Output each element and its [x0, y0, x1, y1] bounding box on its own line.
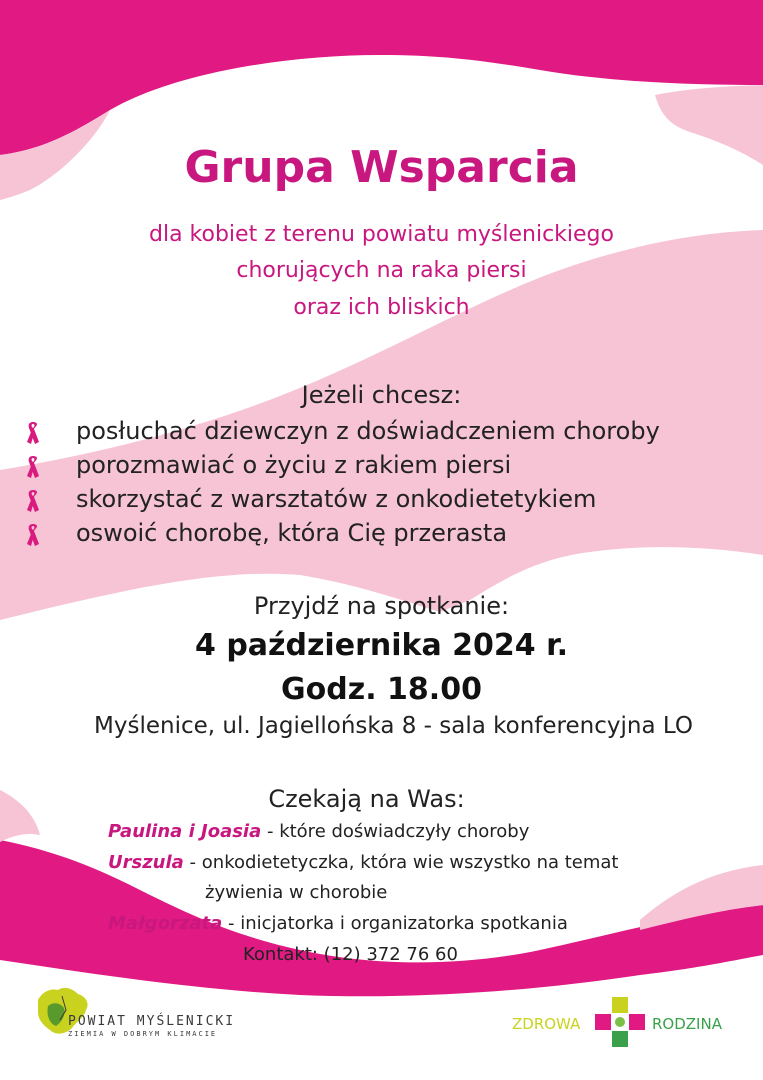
bullet-item	[20, 516, 660, 550]
cross-logo-icon	[595, 997, 645, 1052]
pink-ribbon-icon	[22, 522, 44, 548]
bullet-text: posłuchać dziewczyn z doświadczeniem choroby	[76, 417, 660, 445]
logo-word-zdrowa: ZDROWA	[512, 1015, 581, 1033]
logo-word-rodzina: RODZINA	[652, 1015, 722, 1033]
organizer-desc-continuation: żywienia w chorobie	[205, 882, 388, 903]
pink-ribbon-icon	[22, 420, 44, 446]
subtitle-line-1: dla kobiet z terenu powiatu myślenickiego	[149, 222, 614, 247]
bullet-text: skorzystać z warsztatów z onkodietetykiem	[76, 485, 597, 513]
organizer-desc: - inicjatorka i organizatorka spotkania	[222, 913, 568, 934]
pink-ribbon-icon	[22, 454, 44, 480]
organizer-line	[108, 852, 618, 873]
bullet-text: oswoić chorobę, która Cię przerasta	[76, 519, 508, 547]
organizer-desc: - które doświadczyły choroby	[261, 821, 530, 842]
organizer-name: Małgorzata	[108, 913, 223, 934]
top-wave	[0, 0, 763, 155]
organizer-name: Urszula	[108, 852, 184, 873]
subtitle-line-3: oraz ich bliskich	[293, 295, 470, 320]
bullet-list	[20, 414, 660, 550]
organizer-line	[108, 821, 529, 842]
organizer-name: Paulina i Joasia	[108, 821, 262, 842]
poster-title: Grupa Wsparcia	[184, 142, 579, 193]
powiat-logo-text: POWIAT MYŚLENICKI	[68, 1014, 236, 1029]
bullet-text: porozmawiać o życiu z rakiem piersi	[76, 451, 512, 479]
organizer-desc: - onkodietetyczka, która wie wszystko na temat	[183, 852, 619, 873]
bullet-item	[20, 414, 660, 448]
powiat-logo-tagline: ZIEMIA W DOBRYM KLIMACIE	[68, 1030, 218, 1038]
meeting-place: Myślenice, ul. Jagiellońska 8 - sala konferencyjna LO	[94, 713, 693, 739]
powiat-logo	[32, 980, 236, 1050]
organizers-heading: Czekają na Was:	[268, 785, 465, 813]
meeting-intro: Przyjdź na spotkanie:	[253, 592, 510, 620]
bullets-intro: Jeżeli chcesz:	[301, 381, 462, 409]
bullet-item	[20, 448, 660, 482]
zdrowa-rodzina-logo	[512, 997, 742, 1052]
bullet-item	[20, 482, 660, 516]
contact-phone: Kontakt: (12) 372 76 60	[243, 944, 458, 965]
subtitle-line-2: chorujących na raka piersi	[236, 258, 527, 283]
organizer-line	[108, 913, 568, 934]
meeting-date: 4 października 2024 r.	[195, 628, 568, 663]
pink-ribbon-icon	[22, 488, 44, 514]
meeting-time: Godz. 18.00	[281, 672, 482, 707]
